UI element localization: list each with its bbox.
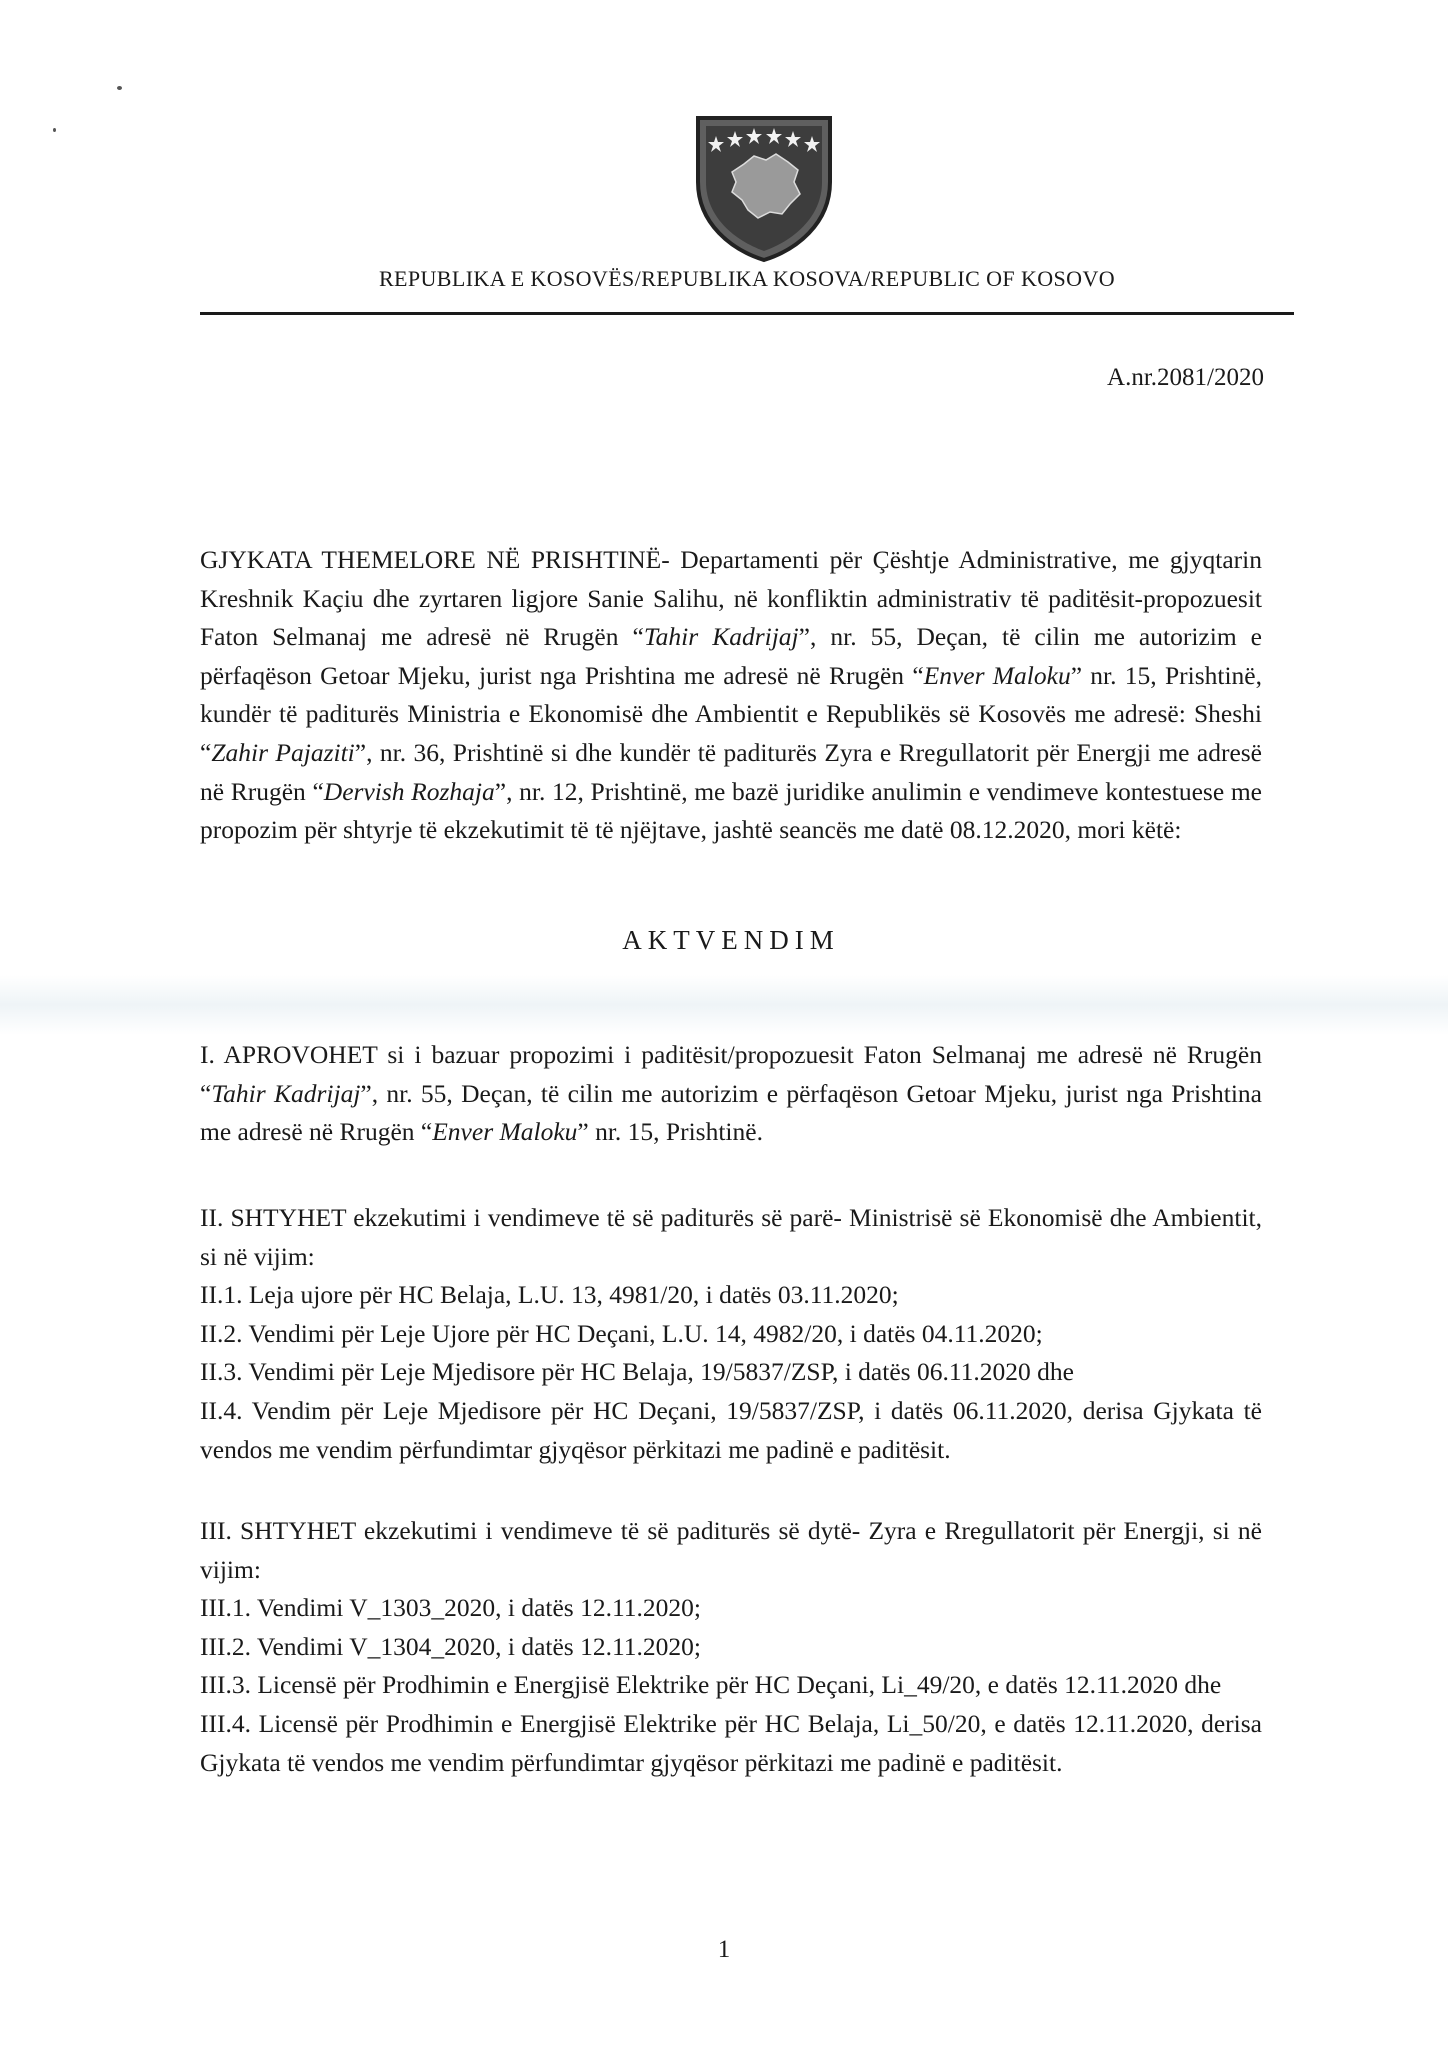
section-3 <box>200 1512 1262 1782</box>
decision-heading: AKTVENDIM <box>622 925 840 955</box>
street-name: Enver Maloku <box>432 1117 578 1147</box>
intro-text: ” nr. 15, Prishtinë, kundër të paditurës Ministria e Ekonomisë dhe Ambientit e Republikës së Kosovës me adresë: Sheshi “ <box>200 660 1262 767</box>
section-1 <box>200 1036 1262 1152</box>
list-item: II.4. Vendim për Leje Mjedisore për HC Deçani, 19/5837/ZSP, i datës 06.11.2020, derisa Gjykata të vendos me vendim përfundimtar gjyqësor përkitazi me padinë e paditësit. <box>200 1395 1262 1464</box>
list-item: II.3. Vendimi për Leje Mjedisore për HC Belaja, 19/5837/ZSP, i datës 06.11.2020 dhe <box>200 1357 1074 1387</box>
street-name: Tahir Kadrijaj <box>643 622 799 652</box>
kosovo-coat-of-arms-icon <box>692 112 836 264</box>
intro-text: ”, nr. 36, Prishtinë si dhe kundër të paditurës Zyra e Rregullatorit për Energji me adresë në Rrugën “ <box>200 737 1262 806</box>
section-text: ” nr. 15, Prishtinë. <box>577 1117 763 1147</box>
street-name: Dervish Rozhaja <box>323 776 495 806</box>
intro-text: GJYKATA THEMELORE NË PRISHTINË- Departamenti për Çështje Administrative, me gjyqtarin Kreshnik Kaçiu dhe zyrtaren ligjore Sanie Salihu, në konfliktin administrativ të paditësit-propozuesit Faton Selmanaj me adresë në Rrugën “ <box>200 545 1262 652</box>
intro-paragraph <box>200 541 1262 850</box>
case-number: A.nr.2081/2020 <box>1107 364 1264 391</box>
list-item: II.1. Leja ujore për HC Belaja, L.U. 13, 4981/20, i datës 03.11.2020; <box>200 1280 899 1310</box>
street-name: Enver Maloku <box>923 660 1071 690</box>
list-item: III.1. Vendimi V_1303_2020, i datës 12.11.2020; <box>200 1593 701 1623</box>
scan-speck <box>53 128 56 132</box>
header-divider <box>200 312 1294 315</box>
list-item: II.2. Vendimi për Leje Ujore për HC Deçani, L.U. 14, 4982/20, i datës 04.11.2020; <box>200 1318 1043 1348</box>
street-name: Zahir Pajaziti <box>211 737 355 767</box>
list-item: III.2. Vendimi V_1304_2020, i datës 12.11.2020; <box>200 1631 701 1661</box>
street-name: Tahir Kadrijaj <box>211 1078 361 1108</box>
list-item: III.3. Licensë për Prodhimin e Energjisë Elektrike për HC Deçani, Li_49/20, e datës 12.11.2020 dhe <box>200 1670 1222 1700</box>
page-number: 1 <box>717 1936 731 1963</box>
section-2 <box>200 1199 1262 1469</box>
scan-artifact <box>0 975 1448 1035</box>
list-item: III.4. Licensë për Prodhimin e Energjisë Elektrike për HC Belaja, Li_50/20, e datës 12.11.2020, derisa Gjykata të vendos me vendim përfundimtar gjyqësor përkitazi me padinë e paditësit. <box>200 1708 1262 1777</box>
header-title: REPUBLIKA E KOSOVËS/REPUBLIKA KOSOVA/REPUBLIC OF KOSOVO <box>378 266 1116 291</box>
scan-speck <box>117 86 122 90</box>
intro-text: ”, nr. 55, Deçan, të cilin me autorizim e përfaqëson Getoar Mjeku, jurist nga Prishtina me adresë në Rrugën “ <box>200 622 1262 690</box>
section-lead: III. SHTYHET ekzekutimi i vendimeve të së paditurës së dytë- Zyra e Rregullatorit për Energji, si në vijim: <box>200 1516 1262 1584</box>
intro-text: ”, nr. 12, Prishtinë, me bazë juridike anulimin e vendimeve kontestuese me propozim për shtyrje të ekzekutimit të të njëjtave, jashtë seancës me datë 08.12.2020, mori këtë: <box>200 776 1262 845</box>
section-text: I. APROVOHET si i bazuar propozimi i paditësit/propozuesit Faton Selmanaj me adresë në Rrugën “ <box>200 1040 1262 1108</box>
section-lead: II. SHTYHET ekzekutimi i vendimeve të së paditurës së parë- Ministrisë së Ekonomisë dhe Ambientit, si në vijim: <box>200 1203 1262 1271</box>
section-text: ”, nr. 55, Deçan, të cilin me autorizim e përfaqëson Getoar Mjeku, jurist nga Prishtina me adresë në Rrugën “ <box>200 1078 1262 1147</box>
